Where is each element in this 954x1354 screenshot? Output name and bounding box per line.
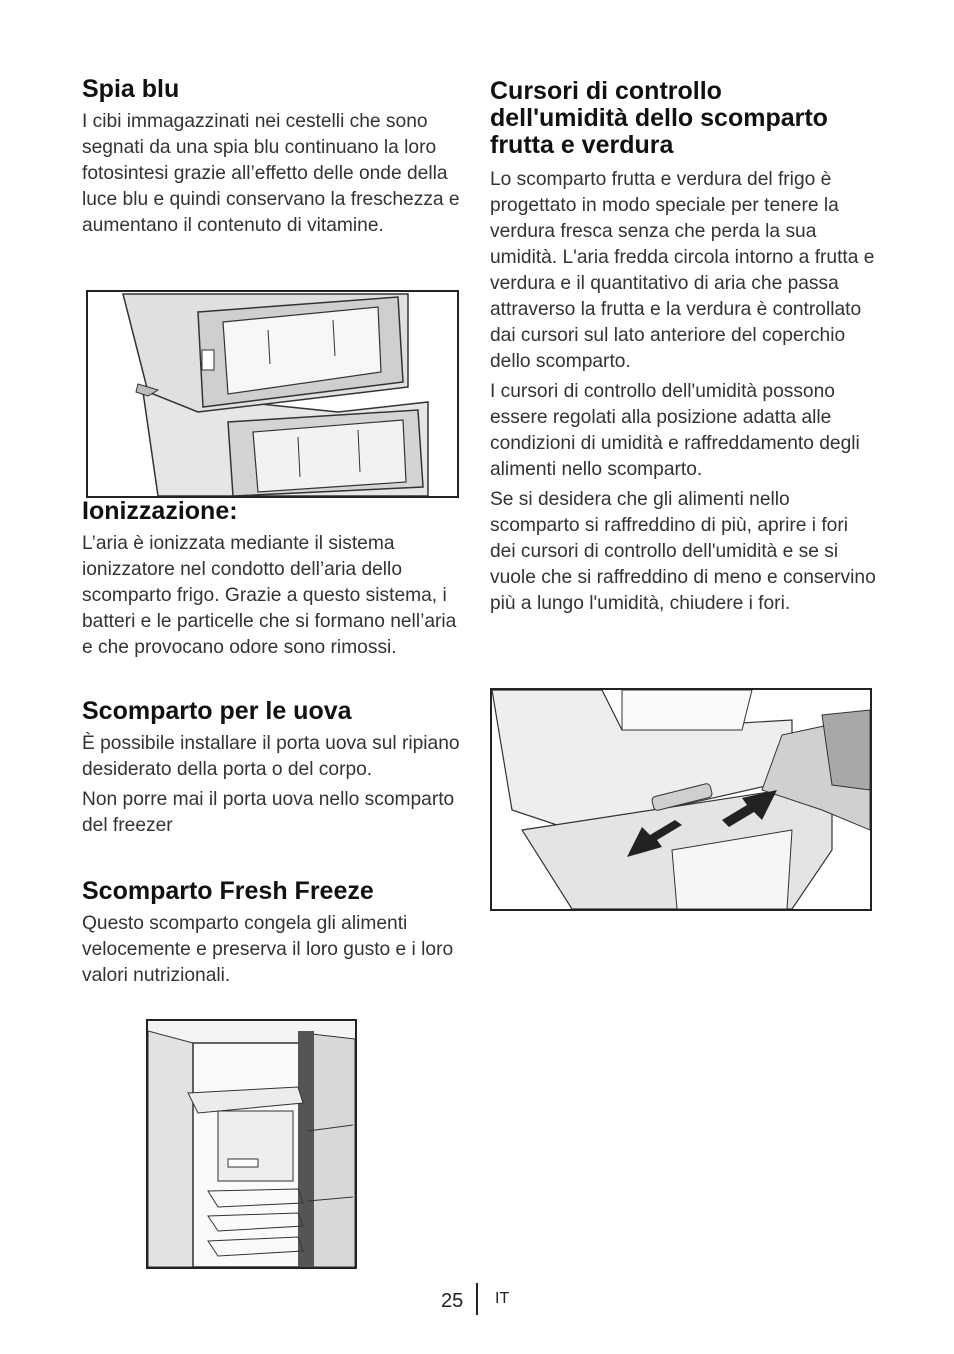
heading-spia-blu: Spia blu [82, 75, 180, 103]
language-code: IT [495, 1290, 510, 1307]
text-ionizzazione: L’aria è ionizzata mediante il sistema ionizzatore nel condotto dell’aria dello scomparto frigo. Grazie a questo sistema, i batteri e le particelle che si formano nell’aria e che provocano odore sono rimossi. [82, 533, 457, 658]
heading-cursori-line-3: frutta e verdura [490, 131, 674, 159]
left-column [82, 76, 462, 239]
heading-cursori-line-1: Cursori di controllo [490, 77, 722, 105]
text-cursori-2: I cursori di controllo dell'umidità possono essere regolati alla posizione adatta alle condizioni di umidità e raffreddamento degli alimenti nello scomparto. [490, 381, 860, 480]
text-cursori-1: Lo scomparto frutta e verdura del frigo è progettato in modo speciale per tenere la verdura fresca senza che perda la sua umidità. L'aria fredda circola intorno a frutta e verdura e il quantitativo di aria che passa attraverso la frutta e la verdura è controllato dai cursori sul lato anteriore del coperchio dello scomparto. [490, 169, 875, 372]
text-cursori-3: Se si desidera che gli alimenti nello scomparto si raffreddino di più, aprire i fori dei cursori di controllo dell'umidità e se si vuole che si raffreddino di meno e conservino più a lungo l'umidità, chiudere i fori. [490, 489, 876, 614]
right-column [490, 78, 876, 617]
heading-ionizzazione: Ionizzazione: [82, 497, 238, 525]
page-number: 25 [441, 1290, 464, 1312]
footer-divider [476, 1283, 478, 1315]
text-fresh-freeze: Questo scomparto congela gli alimenti velocemente e preserva il loro gusto e i loro valori nutrizionali. [82, 913, 454, 986]
section-fresh-freeze [82, 878, 462, 989]
heading-scomparto-uova: Scomparto per le uova [82, 697, 352, 725]
text-uova-1: È possibile installare il porta uova sul ripiano desiderato della porta o del corpo. [82, 733, 460, 780]
crisper-drawers-illustration [86, 290, 459, 498]
heading-fresh-freeze: Scomparto Fresh Freeze [82, 877, 374, 905]
section-uova [82, 698, 462, 839]
text-uova-2: Non porre mai il porta uova nello scomparto del freezer [82, 789, 455, 836]
heading-cursori-line-2: dell'umidità dello scomparto [490, 104, 828, 132]
fresh-freeze-compartment-illustration [146, 1019, 357, 1269]
text-spia-blu: I cibi immagazzinati nei cestelli che sono segnati da una spia blu continuano la loro fotosintesi grazie all’effetto delle onde della luce blu e quindi conservano la freschezza e aumentano il contenuto di vitamine. [82, 111, 460, 236]
section-ionizzazione [82, 498, 462, 661]
humidity-slider-illustration [490, 688, 872, 911]
